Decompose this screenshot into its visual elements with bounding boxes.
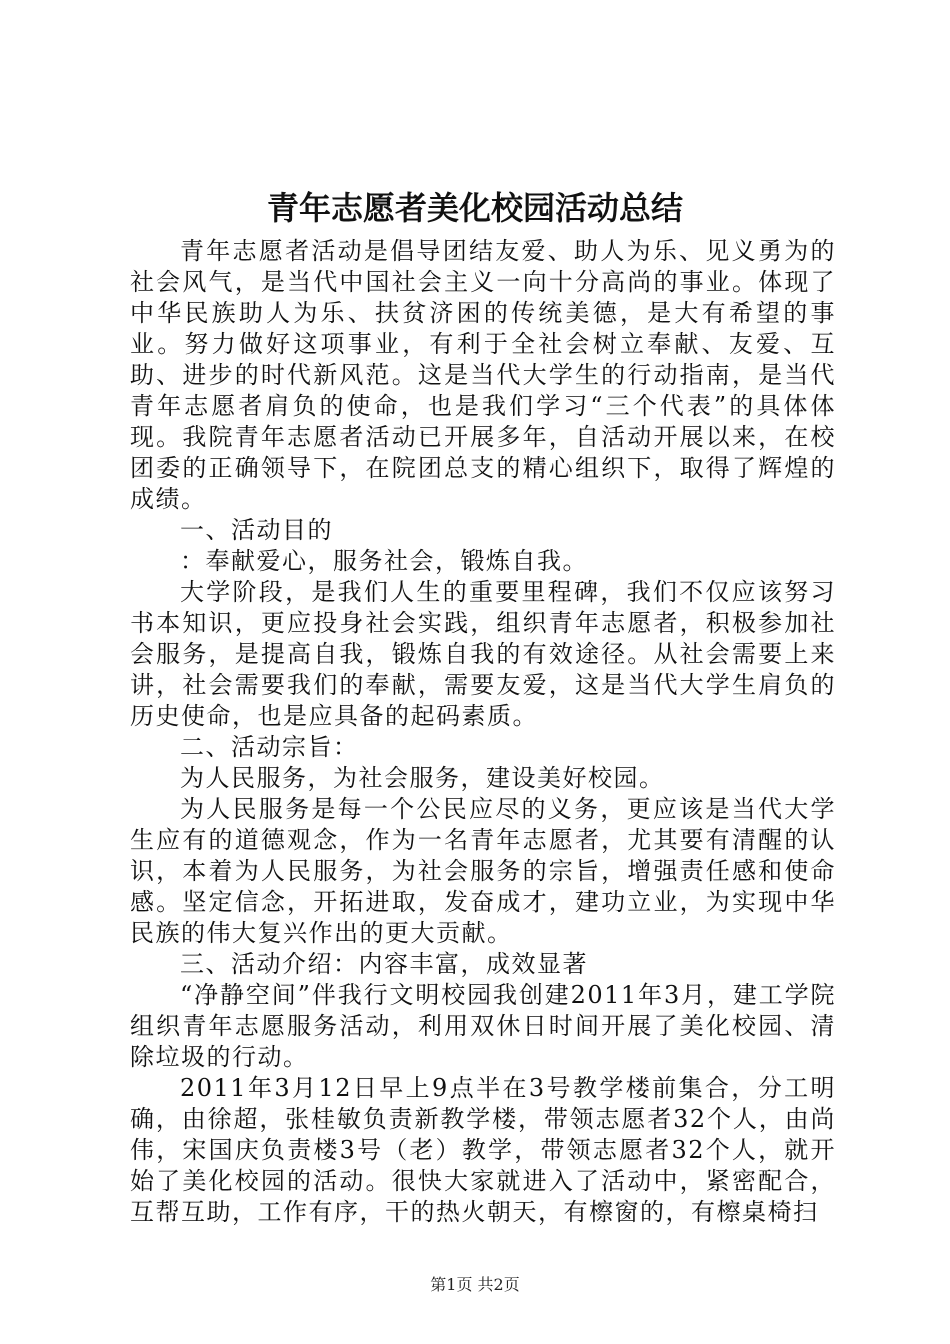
paragraph-tenet-detail: 为人民服务是每一个公民应尽的义务，更应该是当代大学生应有的道德观念，作为一名青年志愿者，尤其要有清醒的认识，本着为人民服务，为社会服务的宗旨，增强责任感和使命感。坚定信念，开拓进取，发奋成才，建功立业，为实现中华民族的伟大复兴作出的更大贡献。: [130, 795, 836, 947]
document-body: [130, 236, 836, 1228]
paragraph-intro: 青年志愿者活动是倡导团结友爱、助人为乐、见义勇为的社会风气，是当代中国社会主义一向十分高尚的事业。体现了中华民族助人为乐、扶贫济困的传统美德，是大有希望的事业。努力做好这项事业，有利于全社会树立奉献、友爱、互助、进步的时代新风范。这是当代大学生的行动指南，是当代青年志愿者肩负的使命，也是我们学习“三个代表”的具体体现。我院青年志愿者活动已开展多年，自活动开展以来，在校团委的正确领导下，在院团总支的精心组织下，取得了辉煌的成绩。: [130, 237, 836, 513]
paragraph-activity-overview: “净静空间”伴我行文明校园我创建2011年3月，建工学院组织青年志愿服务活动，利用双休日时间开展了美化校园、清除垃圾的行动。: [130, 981, 836, 1071]
section-heading-introduction: 三、活动介绍：内容丰富，成效显著: [180, 950, 588, 978]
section-heading-purpose: 一、活动目的: [180, 516, 333, 544]
section-heading-tenet: 二、活动宗旨：: [180, 733, 359, 761]
paragraph-purpose-summary: ：奉献爱心，服务社会，锻炼自我。: [180, 547, 588, 575]
paragraph-activity-detail: 2011年3月12日早上9点半在3号教学楼前集合，分工明确，由徐超，张桂敏负责新教学楼，带领志愿者32个人，由尚伟，宋国庆负责楼3号（老）教学，带领志愿者32个人，就开始了美化校园的活动。很快大家就进入了活动中，紧密配合，互帮互助，工作有序，干的热火朝天，有檫窗的，有檫桌椅扫: [130, 1074, 836, 1226]
document-title: 青年志愿者美化校园活动总结: [266, 189, 683, 227]
paragraph-tenet-summary: 为人民服务，为社会服务，建设美好校园。: [180, 764, 665, 792]
page-footer: 第1页 共2页: [430, 1275, 520, 1294]
paragraph-purpose-detail: 大学阶段，是我们人生的重要里程碑，我们不仅应该努习书本知识，更应投身社会实践，组织青年志愿者，积极参加社会服务，是提高自我，锻炼自我的有效途径。从社会需要上来讲，社会需要我们的奉献，需要友爱，这是当代大学生肩负的历史使命，也是应具备的起码素质。: [130, 578, 836, 730]
